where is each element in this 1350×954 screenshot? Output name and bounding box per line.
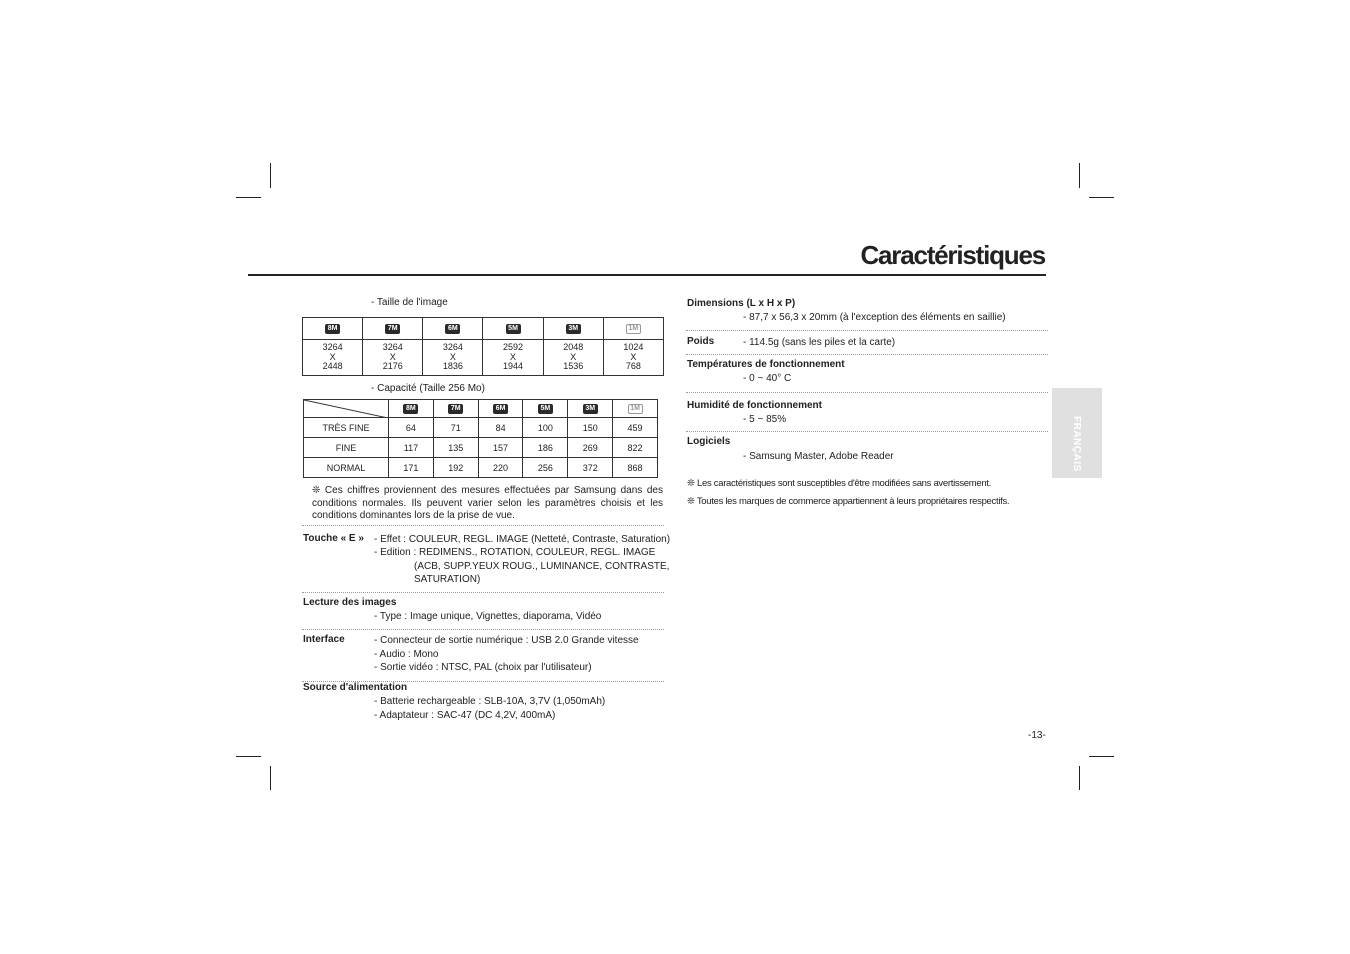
table-cell: 100 — [523, 418, 568, 438]
lecture-label: Lecture des images — [303, 597, 397, 608]
diagonal-header-cell — [304, 400, 389, 418]
size-6m-icon: 6M — [493, 404, 508, 414]
icon-cell — [433, 400, 478, 418]
divider — [302, 592, 664, 593]
size-3m-icon: 3M — [566, 324, 581, 334]
note-item: ❊ Les caractéristiques sont susceptibles d'être modifiées sans avertissement. — [687, 478, 992, 489]
touche-line: (ACB, SUPP.YEUX ROUG., LUMINANCE, CONTRASTE, — [414, 561, 670, 572]
table-cell: 150 — [568, 418, 613, 438]
divider — [686, 330, 1048, 331]
size-cell: 3264 X 2176 — [363, 340, 423, 376]
row-label: FINE — [304, 438, 389, 458]
source-line: - Adaptateur : SAC-47 (DC 4,2V, 400mA) — [374, 710, 556, 721]
table-cell: 868 — [613, 458, 658, 478]
crop-mark — [1079, 766, 1080, 790]
interface-line: - Connecteur de sortie numérique : USB 2.0 Grande vitesse — [374, 635, 639, 646]
dimensions-label: Dimensions (L x H x P) — [687, 298, 796, 309]
logiciels-value: - Samsung Master, Adobe Reader — [743, 451, 894, 462]
size-8m-icon: 8M — [403, 404, 418, 414]
size-5m-icon: 5M — [538, 404, 553, 414]
table-cell: 157 — [478, 438, 523, 458]
icon-cell — [478, 400, 523, 418]
title-rule — [248, 274, 1046, 276]
size-7m-icon: 7M — [448, 404, 463, 414]
divider — [302, 525, 664, 526]
table-row — [304, 438, 658, 458]
table-cell: 186 — [523, 438, 568, 458]
size-7m-icon: 7M — [385, 324, 400, 334]
image-size-table — [302, 317, 664, 376]
touche-line: SATURATION) — [414, 574, 481, 585]
divider — [686, 431, 1048, 432]
divider — [686, 354, 1048, 355]
size-8m-icon: 8M — [325, 324, 340, 334]
humidite-value: - 5 ~ 85% — [743, 414, 787, 425]
table-cell: 64 — [389, 418, 434, 438]
interface-line: - Sortie vidéo : NTSC, PAL (choix par l'utilisateur) — [374, 662, 592, 673]
dimensions-value: - 87,7 x 56,3 x 20mm (à l'exception des éléments en saillie) — [743, 312, 1006, 323]
size-cell: 3264 X 1836 — [423, 340, 483, 376]
table-cell: 71 — [433, 418, 478, 438]
table-cell: 171 — [389, 458, 434, 478]
table-cell: 269 — [568, 438, 613, 458]
divider — [686, 392, 1048, 393]
size-3m-icon: 3M — [583, 404, 598, 414]
size-1m-icon: 1M — [628, 404, 643, 414]
source-label: Source d'alimentation — [303, 682, 408, 693]
icon-cell — [423, 318, 483, 340]
size-cell: 2592 X 1944 — [483, 340, 543, 376]
diagonal-line — [304, 400, 388, 418]
source-line: - Batterie rechargeable : SLB-10A, 3,7V (1,050mAh) — [374, 696, 606, 707]
size-1m-icon: 1M — [626, 324, 641, 334]
language-label: FRANÇAIS — [1071, 416, 1082, 472]
icon-cell — [603, 318, 663, 340]
table-row — [304, 458, 658, 478]
row-label: TRÈS FINE — [304, 418, 389, 438]
note-item: ❊ Toutes les marques de commerce appartiennent à leurs propriétaires respectifs. — [687, 496, 1010, 507]
lecture-line: - Type : Image unique, Vignettes, diaporama, Vidéo — [374, 611, 602, 622]
size-6m-icon: 6M — [445, 324, 460, 334]
table-cell: 117 — [389, 438, 434, 458]
temperatures-value: - 0 ~ 40° C — [743, 373, 792, 384]
crop-mark — [236, 197, 261, 198]
crop-mark — [270, 163, 271, 188]
capacity-caption: - Capacité (Taille 256 Mo) — [371, 383, 485, 394]
temperatures-label: Températures de fonctionnement — [687, 359, 845, 370]
table-cell: 256 — [523, 458, 568, 478]
icon-cell — [389, 400, 434, 418]
table-row — [304, 418, 658, 438]
icon-cell — [363, 318, 423, 340]
crop-mark — [1089, 197, 1114, 198]
touche-line: - Effet : COULEUR, REGL. IMAGE (Netteté, Contraste, Saturation) — [374, 534, 671, 545]
language-side-tab — [1052, 388, 1102, 478]
size-cell: 3264 X 2448 — [303, 340, 363, 376]
crop-mark — [236, 756, 261, 757]
table-cell: 135 — [433, 438, 478, 458]
page-number: -13- — [1028, 730, 1046, 741]
poids-value: - 114.5g (sans les piles et la carte) — [743, 337, 896, 348]
page-title: Caractéristiques — [860, 240, 1045, 270]
image-size-caption: - Taille de l'image — [371, 297, 448, 308]
crop-mark — [270, 766, 271, 790]
size-5m-icon: 5M — [506, 324, 521, 334]
crop-mark — [1079, 163, 1080, 188]
row-label: NORMAL — [304, 458, 389, 478]
table-cell: 84 — [478, 418, 523, 438]
divider — [302, 629, 664, 630]
table-cell: 459 — [613, 418, 658, 438]
logiciels-label: Logiciels — [687, 436, 731, 447]
interface-line: - Audio : Mono — [374, 649, 439, 660]
interface-label: Interface — [303, 634, 345, 645]
icon-cell — [568, 400, 613, 418]
crop-mark — [1089, 756, 1114, 757]
touche-line: - Edition : REDIMENS., ROTATION, COULEUR, REGL. IMAGE — [374, 547, 656, 558]
icon-cell — [613, 400, 658, 418]
capacity-note: ❊ Ces chiffres proviennent des mesures effectuées par Samsung dans des conditions normales. Ils peuvent varier selon les paramètres choisis et les conditions dominantes lors de la prise de vue. — [312, 485, 663, 521]
icon-cell — [483, 318, 543, 340]
icon-cell — [523, 400, 568, 418]
icon-cell — [303, 318, 363, 340]
poids-label: Poids — [687, 336, 715, 347]
icon-cell — [543, 318, 603, 340]
humidite-label: Humidité de fonctionnement — [687, 400, 822, 411]
touche-label: Touche « E » — [303, 533, 364, 544]
size-cell: 1024 X 768 — [603, 340, 663, 376]
table-cell: 220 — [478, 458, 523, 478]
table-cell: 822 — [613, 438, 658, 458]
table-cell: 372 — [568, 458, 613, 478]
size-cell: 2048 X 1536 — [543, 340, 603, 376]
capacity-table — [303, 399, 658, 478]
table-cell: 192 — [433, 458, 478, 478]
